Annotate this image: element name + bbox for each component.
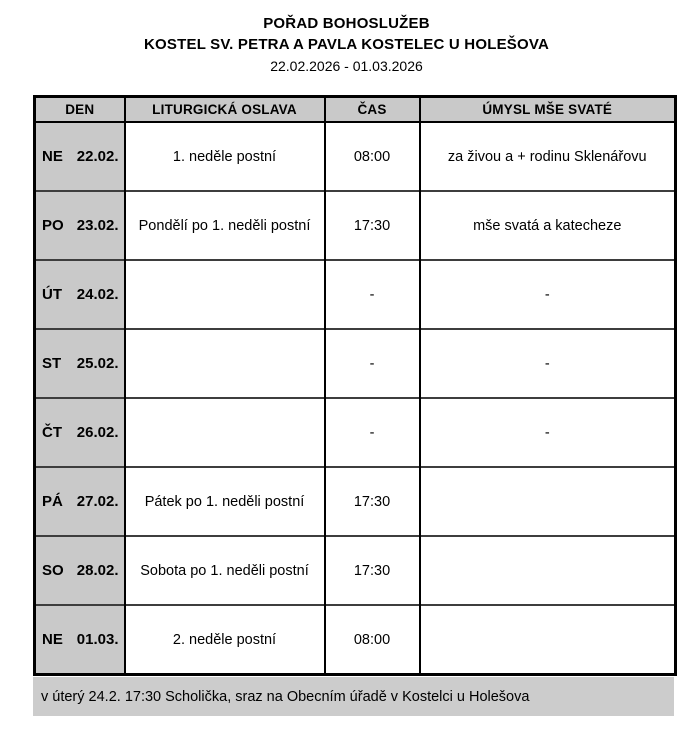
day-abbrev: ČT (42, 424, 62, 441)
day-date: 23.02. (76, 217, 119, 234)
celebration-cell: Pátek po 1. neděli postní (125, 467, 325, 536)
footer-note-text: v úterý 24.2. 17:30 Scholička, sraz na Obecním úřadě v Kostelci u Holešova (41, 688, 530, 705)
celebration-cell (125, 329, 325, 398)
time-cell: - (325, 398, 420, 467)
day-cell (35, 260, 125, 329)
intention-cell (420, 467, 676, 536)
intention-cell: - (420, 398, 676, 467)
day-cell (35, 605, 125, 675)
column-header-day: DEN (35, 97, 125, 123)
schedule-table (33, 95, 677, 676)
celebration-cell: 2. neděle postní (125, 605, 325, 675)
day-cell (35, 398, 125, 467)
day-cell (35, 536, 125, 605)
table-row (35, 536, 676, 605)
day-abbrev: ÚT (42, 286, 62, 303)
table-row (35, 329, 676, 398)
time-cell: - (325, 329, 420, 398)
intention-cell: za živou a + rodinu Sklenářovu (420, 122, 676, 191)
time-cell: 17:30 (325, 536, 420, 605)
intention-cell: - (420, 260, 676, 329)
intention-cell (420, 605, 676, 675)
intention-cell: - (420, 329, 676, 398)
day-date: 25.02. (76, 355, 119, 372)
day-abbrev: NE (42, 631, 63, 648)
day-cell (35, 122, 125, 191)
day-abbrev: PÁ (42, 493, 63, 510)
day-date: 24.02. (76, 286, 119, 303)
column-header-time: ČAS (325, 97, 420, 123)
time-cell: 08:00 (325, 122, 420, 191)
celebration-cell (125, 398, 325, 467)
table-row (35, 605, 676, 675)
day-abbrev: PO (42, 217, 64, 234)
day-abbrev: SO (42, 562, 64, 579)
footer-note (33, 677, 674, 716)
day-date: 22.02. (76, 148, 119, 165)
table-row (35, 467, 676, 536)
day-date: 01.03. (76, 631, 119, 648)
table-row (35, 122, 676, 191)
day-date: 26.02. (76, 424, 119, 441)
table-row (35, 191, 676, 260)
document-header (0, 0, 693, 76)
day-cell (35, 191, 125, 260)
celebration-cell (125, 260, 325, 329)
church-name: KOSTEL SV. PETRA A PAVLA KOSTELEC U HOLEŠOVA (144, 36, 549, 53)
page-title: POŘAD BOHOSLUŽEB (263, 15, 430, 32)
celebration-cell: Pondělí po 1. neděli postní (125, 191, 325, 260)
time-cell: 08:00 (325, 605, 420, 675)
celebration-cell: Sobota po 1. neděli postní (125, 536, 325, 605)
day-cell (35, 467, 125, 536)
column-header-intention: ÚMYSL MŠE SVATÉ (420, 97, 676, 123)
date-range: 22.02.2026 - 01.03.2026 (270, 58, 423, 74)
day-abbrev: NE (42, 148, 63, 165)
table-row (35, 398, 676, 467)
day-date: 28.02. (76, 562, 119, 579)
time-cell: - (325, 260, 420, 329)
table-row (35, 260, 676, 329)
intention-cell (420, 536, 676, 605)
column-header-celebration: LITURGICKÁ OSLAVA (125, 97, 325, 123)
time-cell: 17:30 (325, 191, 420, 260)
time-cell: 17:30 (325, 467, 420, 536)
day-date: 27.02. (76, 493, 119, 510)
celebration-cell: 1. neděle postní (125, 122, 325, 191)
table-header-row (35, 97, 676, 123)
intention-cell: mše svatá a katecheze (420, 191, 676, 260)
day-abbrev: ST (42, 355, 62, 372)
day-cell (35, 329, 125, 398)
